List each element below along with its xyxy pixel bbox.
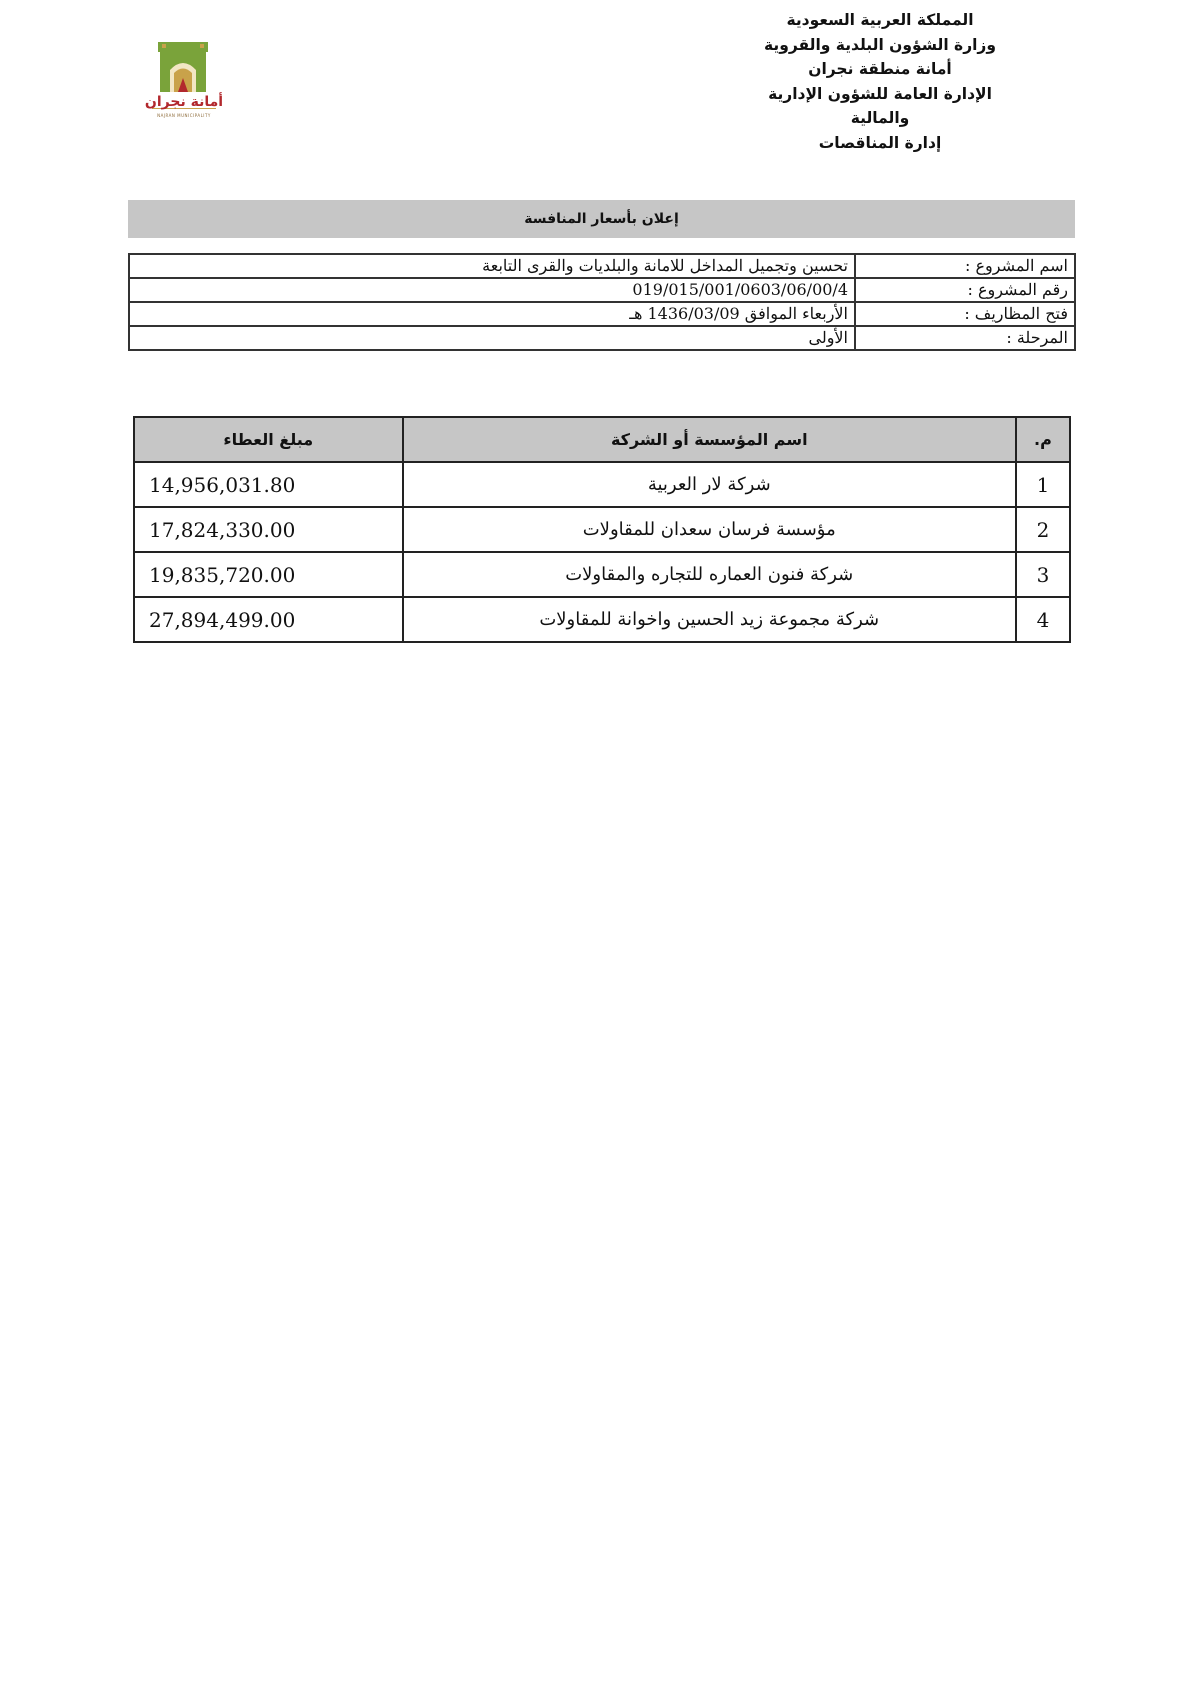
bid-number: 2 bbox=[1016, 507, 1070, 552]
project-info-table bbox=[128, 253, 1076, 351]
bid-number: 4 bbox=[1016, 597, 1070, 642]
info-label: المرحلة : bbox=[855, 326, 1075, 350]
header-line-department-cont: والمالية bbox=[850, 109, 910, 127]
table-row bbox=[134, 597, 1070, 642]
header-line-tenders: إدارة المناقصات bbox=[818, 133, 942, 152]
header-line-country: المملكة العربية السعودية bbox=[786, 11, 974, 29]
page-title: إعلان بأسعار المنافسة bbox=[128, 200, 1075, 238]
najran-municipality-logo bbox=[140, 40, 228, 120]
table-row bbox=[134, 507, 1070, 552]
bid-amount: 17,824,330.00 bbox=[134, 507, 403, 552]
info-row-stage bbox=[129, 326, 1075, 350]
info-row-project-number bbox=[129, 278, 1075, 302]
bid-amount: 27,894,499.00 bbox=[134, 597, 403, 642]
bid-company: شركة مجموعة زيد الحسين واخوانة للمقاولات bbox=[403, 597, 1016, 642]
info-row-envelopes-opening bbox=[129, 302, 1075, 326]
info-label: رقم المشروع : bbox=[855, 278, 1075, 302]
bid-amount: 19,835,720.00 bbox=[134, 552, 403, 597]
column-header-company: اسم المؤسسة أو الشركة bbox=[403, 417, 1016, 462]
info-row-project-name bbox=[129, 254, 1075, 278]
logo-wordmark: أمانة نجران bbox=[144, 94, 224, 110]
info-value: 019/015/001/0603/06/00/4 bbox=[129, 278, 855, 302]
bid-number: 3 bbox=[1016, 552, 1070, 597]
bid-company: شركة فنون العماره للتجاره والمقاولات bbox=[403, 552, 1016, 597]
info-label: اسم المشروع : bbox=[855, 254, 1075, 278]
logo-subtitle: NAJRAN MUNICIPALITY bbox=[157, 113, 211, 118]
bid-amount: 14,956,031.80 bbox=[134, 462, 403, 507]
bid-company: شركة لار العربية bbox=[403, 462, 1016, 507]
header-line-municipality: أمانة منطقة نجران bbox=[808, 60, 952, 78]
bids-table bbox=[133, 416, 1071, 643]
table-row bbox=[134, 552, 1070, 597]
column-header-number: م. bbox=[1016, 417, 1070, 462]
info-value: الأولى bbox=[129, 326, 855, 350]
header-line-department: الإدارة العامة للشؤون الإدارية bbox=[768, 84, 992, 103]
column-header-amount: مبلغ العطاء bbox=[134, 417, 403, 462]
ministry-header bbox=[690, 8, 1070, 155]
info-value: تحسين وتجميل المداخل للامانة والبلديات والقرى التابعة bbox=[129, 254, 855, 278]
bid-company: مؤسسة فرسان سعدان للمقاولات bbox=[403, 507, 1016, 552]
bid-number: 1 bbox=[1016, 462, 1070, 507]
header-line-ministry: وزارة الشؤون البلدية والقروية bbox=[763, 35, 996, 54]
info-value: الأربعاء الموافق 1436/03/09 هـ bbox=[129, 302, 855, 326]
info-label: فتح المظاريف : bbox=[855, 302, 1075, 326]
bids-header-row bbox=[134, 417, 1070, 462]
table-row bbox=[134, 462, 1070, 507]
